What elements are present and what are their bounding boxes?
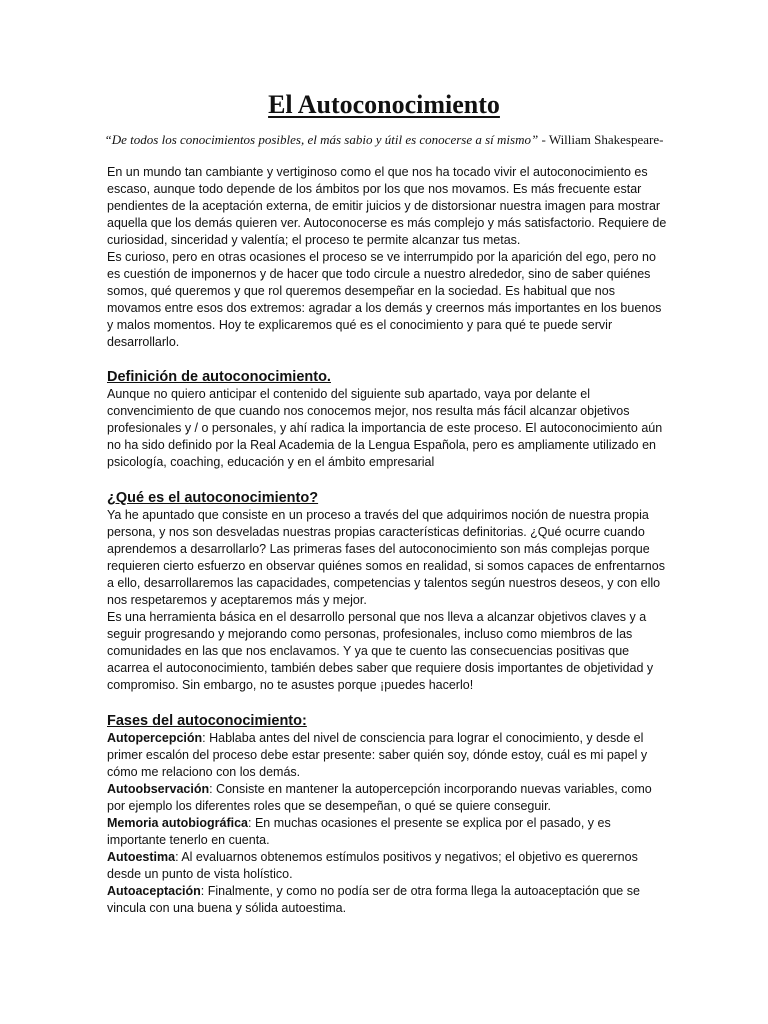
- fase-label: Autoobservación: [107, 782, 210, 796]
- fase-text: : En muchas ocasiones el presente se explica por el pasado, y es importante tenerlo en cuenta.: [107, 816, 611, 847]
- epigraph-quote: [60, 130, 708, 150]
- fase-item: [107, 815, 667, 849]
- fase-item: [107, 849, 667, 883]
- fase-label: Autopercepción: [107, 731, 203, 745]
- intro-paragraph-2: Es curioso, pero en otras ocasiones el proceso se ve interrumpido por la aparición del ego, pero no es cuestión de imponernos y de hacer que todo circule a nuestro alrededor, sino de saber quiénes somos, qué queremos y que rol queremos desempeñar en la sociedad. Es habitual que nos movamos entre esos dos extremos: agradar a los demás y creernos más importantes en los buenos y malos momentos. Hoy te explicaremos qué es el conocimiento y para qué te puede servir desarrollarlo.: [107, 250, 662, 349]
- fase-label: Autoestima: [107, 850, 176, 864]
- document-body: [107, 164, 667, 917]
- que-es-paragraph-1: Ya he apuntado que consiste en un proceso a través del que adquirimos noción de nuestra propia persona, y nos son desveladas nuestras propias características definitorias. ¿Qué ocurre cuando aprendemos a desarrollarlo? Las primeras fases del autoconocimiento son más complejas porque requieren cierto esfuerzo en observar quiénes somos en realidad, si somos capaces de enfrentarnos a ello, desarrollaremos las capacidades, competencias y talentos según nuestros deseos, y con ello nos respetaremos y aceptaremos más y mejor.: [107, 508, 665, 607]
- fase-text: : Hablaba antes del nivel de consciencia para lograr el conocimiento, y desde el primer escalón del proceso debe estar presente: saber quién soy, dónde estoy, cuál es mi papel y cómo me relaciono con los demás.: [107, 731, 648, 779]
- fase-label: Autoaceptación: [107, 884, 201, 898]
- page-title: El Autoconocimiento: [268, 90, 500, 119]
- section-heading-definicion: Definición de autoconocimiento.: [107, 369, 331, 385]
- definicion-paragraph: Aunque no quiero anticipar el contenido del siguiente sub apartado, vaya por delante el convencimiento de que cuando nos conocemos mejor, nos resulta más fácil alcanzar objetivos profesionales y / o personales, y ahí radica la importancia de este proceso. El autoconocimiento aún no ha sido definido por la Real Academia de la Lengua Española, pero es ampliamente utilizado en psicología, coaching, educación y en el ámbito empresarial: [107, 387, 663, 469]
- quote-author: - William Shakespeare-: [538, 132, 664, 147]
- quote-text: “De todos los conocimientos posibles, el más sabio y útil es conocerse a sí mismo”: [104, 132, 539, 147]
- fase-item: [107, 730, 667, 781]
- fase-text: : Al evaluarnos obtenemos estímulos positivos y negativos; el objetivo es querernos desde un punto de vista holístico.: [107, 850, 638, 881]
- fase-label: Memoria autobiográfica: [107, 816, 248, 830]
- intro-paragraph-1: En un mundo tan cambiante y vertiginoso como el que nos ha tocado vivir el autoconocimiento es escaso, aunque todo depende de los ámbitos por los que nos movamos. Es más frecuente estar pendientes de la aceptación externa, de emitir juicios y de distorsionar nuestra imagen para mostrar aquella que los demás quieren ver. Autoconocerse es más complejo y más satisfactorio. Requiere de curiosidad, sinceridad y valentía; el proceso te permite alcanzar tus metas.: [107, 165, 667, 247]
- fase-text: : Finalmente, y como no podía ser de otra forma llega la autoaceptación que se vincula con una buena y sólida autoestima.: [107, 884, 640, 915]
- section-heading-que-es: ¿Qué es el autoconocimiento?: [107, 490, 319, 506]
- fase-item: [107, 883, 667, 917]
- fase-item: [107, 781, 667, 815]
- section-heading-fases: Fases del autoconocimiento:: [107, 713, 307, 729]
- que-es-paragraph-2: Es una herramienta básica en el desarrollo personal que nos lleva a alcanzar objetivos claves y a seguir progresando y mejorando como personas, profesionales, incluso como miembros de las comunidades en las que nos enclavamos. Y ya que te cuento las consecuencias positivas que acarrea el autoconocimiento, también debes saber que requiere dosis importantes de objetividad y compromiso. Sin embargo, no te asustes porque ¡puedes hacerlo!: [107, 610, 654, 692]
- fase-text: : Consiste en mantener la autopercepción incorporando nuevas variables, como por ejemplo los diferentes roles que se desempeñan, o qué se quiere conseguir.: [107, 782, 652, 813]
